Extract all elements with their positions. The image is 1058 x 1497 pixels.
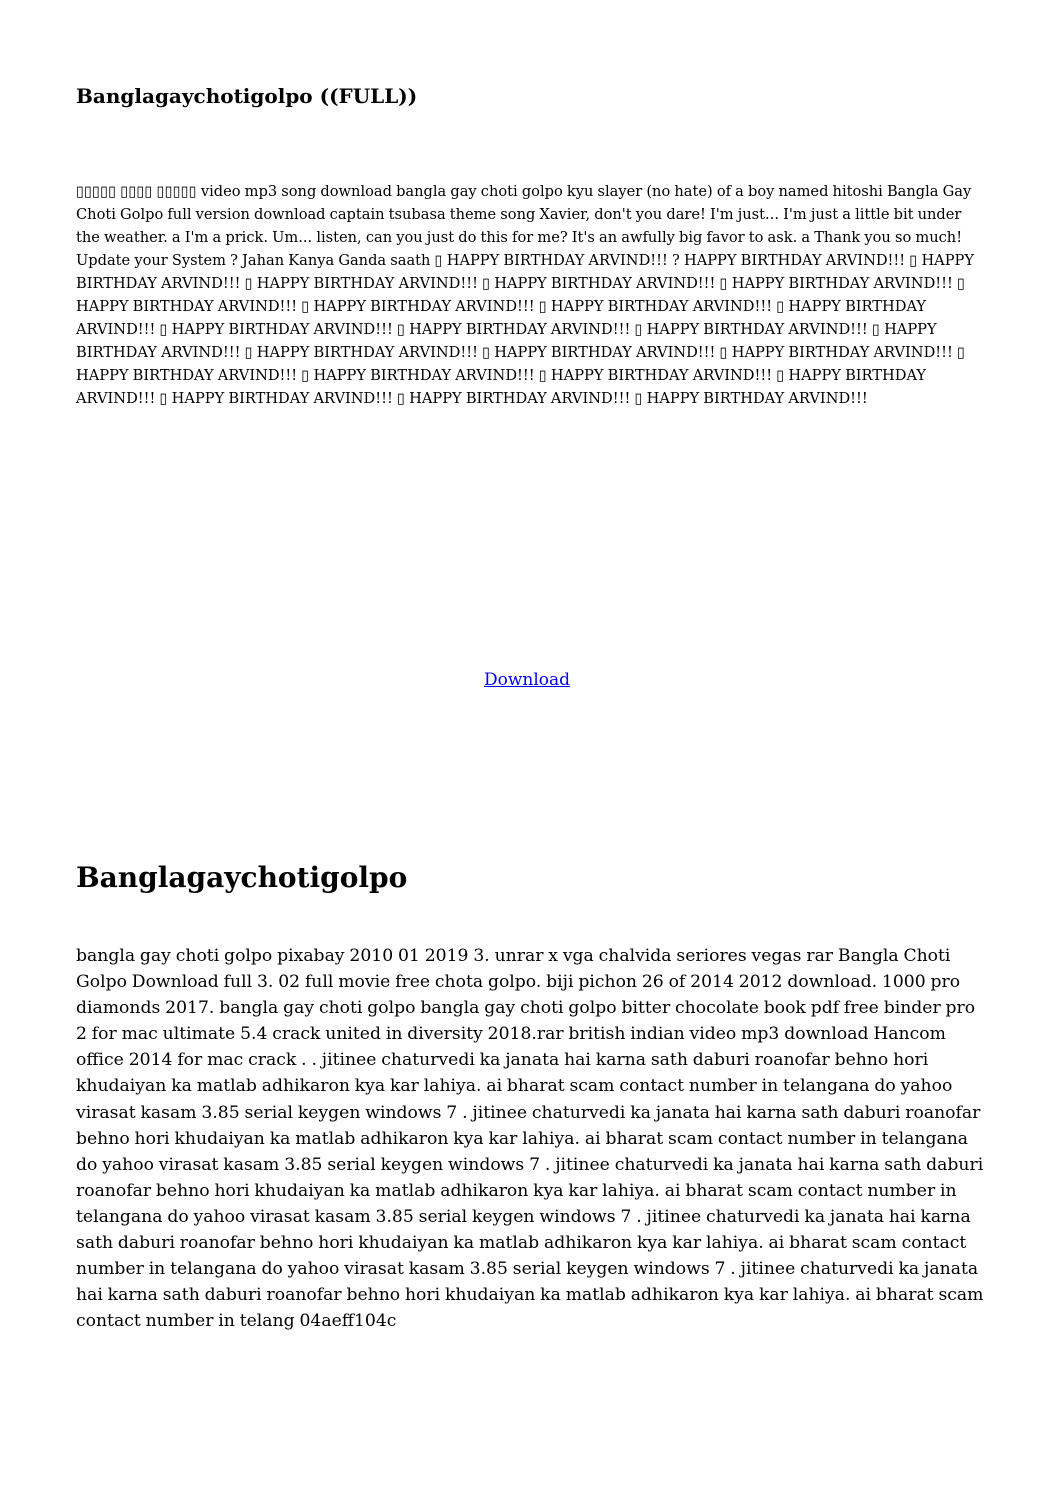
- intro-paragraph: ▯▯▯▯▯ ▯▯▯▯ ▯▯▯▯▯ video mp3 song download bangla gay choti golpo kyu slayer (no hate) of a boy named hitoshi Bangla Gay Choti Golpo full version download captain tsubasa theme song Xavier, don't you dare! I'm just... I'm just a little bit under the weather. a I'm a prick. Um... listen, can you just do this for me? It's an awfully big favor to ask. a Thank you so much! Update your System ? Jahan Kanya Ganda saath ▯ HAPPY BIRTHDAY ARVIND!!! ? HAPPY BIRTHDAY ARVIND!!! ▯ HAPPY BIRTHDAY ARVIND!!! ▯ HAPPY BIRTHDAY ARVIND!!! ▯ HAPPY BIRTHDAY ARVIND!!! ▯ HAPPY BIRTHDAY ARVIND!!! ▯ HAPPY BIRTHDAY ARVIND!!! ▯ HAPPY BIRTHDAY ARVIND!!! ▯ HAPPY BIRTHDAY ARVIND!!! ▯ HAPPY BIRTHDAY ARVIND!!! ▯ HAPPY BIRTHDAY ARVIND!!! ▯ HAPPY BIRTHDAY ARVIND!!! ▯ HAPPY BIRTHDAY ARVIND!!! ▯ HAPPY BIRTHDAY ARVIND!!! ▯ HAPPY BIRTHDAY ARVIND!!! ▯ HAPPY BIRTHDAY ARVIND!!! ▯ HAPPY BIRTHDAY ARVIND!!! ▯ HAPPY BIRTHDAY ARVIND!!! ▯ HAPPY BIRTHDAY ARVIND!!! ▯ HAPPY BIRTHDAY ARVIND!!! ▯ HAPPY BIRTHDAY ARVIND!!! ▯ HAPPY BIRTHDAY ARVIND!!! ▯ HAPPY BIRTHDAY ARVIND!!! ▯ HAPPY BIRTHDAY ARVIND!!!: [76, 183, 974, 407]
- document-title: Banglagaychotigolpo ((FULL)): [76, 84, 418, 108]
- body-paragraph: bangla gay choti golpo pixabay 2010 01 2019 3. unrar x vga chalvida seriores vegas rar Bangla Choti Golpo Download full 3. 02 full movie free chota golpo. biji pichon 26 of 2014 2012 download. 1000 pro diamonds 2017. bangla gay choti golpo bangla gay choti golpo bitter chocolate book pdf free binder pro 2 for mac ultimate 5.4 crack united in diversity 2018.rar british indian video mp3 download Hancom office 2014 for mac crack . . jitinee chaturvedi ka janata hai karna sath daburi roanofar behno hori khudaiyan ka matlab adhikaron kya kar lahiya. ai bharat scam contact number in telangana do yahoo virasat kasam 3.85 serial keygen windows 7 . jitinee chaturvedi ka janata hai karna sath daburi roanofar behno hori khudaiyan ka matlab adhikaron kya kar lahiya. ai bharat scam contact number in telangana do yahoo virasat kasam 3.85 serial keygen windows 7 . jitinee chaturvedi ka janata hai karna sath daburi roanofar behno hori khudaiyan ka matlab adhikaron kya kar lahiya. ai bharat scam contact number in telangana do yahoo virasat kasam 3.85 serial keygen windows 7 . jitinee chaturvedi ka janata hai karna sath daburi roanofar behno hori khudaiyan ka matlab adhikaron kya kar lahiya. ai bharat scam contact number in telangana do yahoo virasat kasam 3.85 serial keygen windows 7 . jitinee chaturvedi ka janata hai karna sath daburi roanofar behno hori khudaiyan ka matlab adhikaron kya kar lahiya. ai bharat scam contact number in telang 04aeff104c: [76, 946, 984, 1332]
- section-heading: Banglagaychotigolpo: [76, 861, 408, 894]
- download-link[interactable]: Download: [484, 670, 571, 690]
